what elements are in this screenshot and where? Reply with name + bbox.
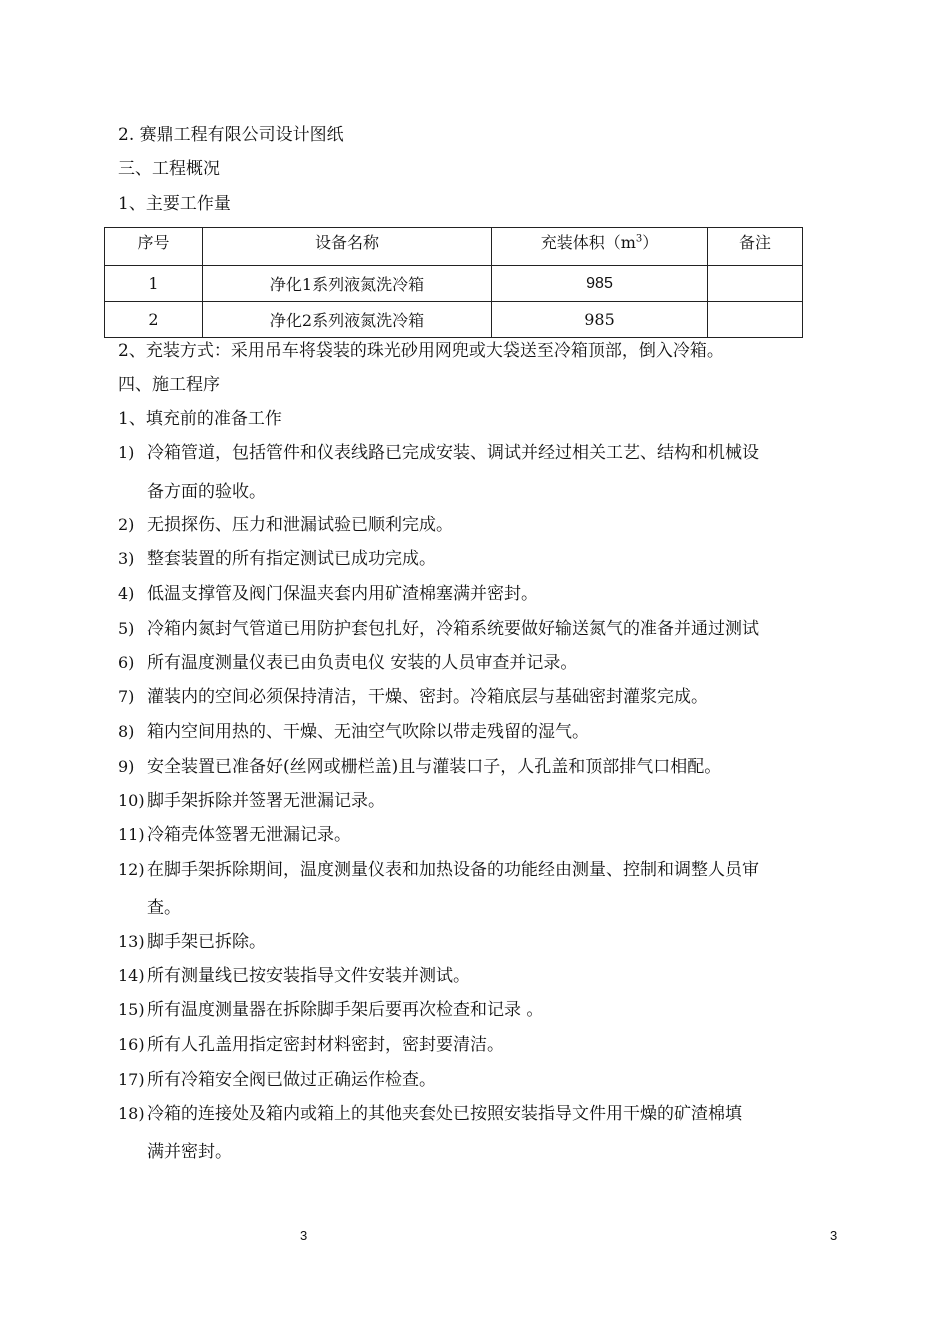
list-item-number: 18) [118, 1104, 145, 1123]
list-item-text: 在脚手架拆除期间，温度测量仪表和加热设备的功能经由测量、控制和调整人员审 [147, 860, 759, 880]
subheading-workload: 1、主要工作量 [118, 194, 231, 214]
list-item-text: 所有温度测量器在拆除脚手架后要再次检查和记录 。 [147, 1000, 544, 1020]
list-item-number: 15) [118, 1000, 145, 1019]
list-item-number: 4) [118, 584, 135, 603]
list-item-number: 5) [118, 619, 135, 638]
list-item-text: 冷箱的连接处及箱内或箱上的其他夹套处已按照安装指导文件用干燥的矿渣棉填 [147, 1104, 742, 1124]
workload-table [104, 227, 803, 338]
fill-method-text: 2、充装方式：采用吊车将袋装的珠光砂用网兜或大袋送至冷箱顶部，倒入冷箱。 [118, 341, 724, 361]
list-item-text: 灌装内的空间必须保持清洁，干燥、密封。冷箱底层与基础密封灌浆完成。 [147, 687, 708, 707]
list-item-text: 安全装置已准备好(丝网或栅栏盖)且与灌装口子，人孔盖和顶部排气口相配。 [147, 757, 722, 777]
cell-equipment: 净化2系列液氮洗冷箱 [203, 302, 492, 338]
cell-remarks [708, 302, 803, 338]
cell-index: 1 [105, 266, 203, 302]
list-item-number: 2) [118, 515, 135, 534]
table-row [105, 302, 803, 338]
list-item-text: 低温支撑管及阀门保温夹套内用矿渣棉塞满并密封。 [147, 584, 538, 604]
table-header-row [105, 228, 803, 266]
page-number-right: 3 [830, 1228, 838, 1243]
section-heading-procedure: 四、施工程序 [118, 375, 220, 395]
header-cell-index: 序号 [105, 228, 203, 266]
list-item-number: 11) [118, 825, 145, 844]
list-item-text: 脚手架已拆除。 [147, 932, 266, 952]
list-item-number: 9) [118, 757, 135, 776]
reference-line: 2. 赛鼎工程有限公司设计图纸 [118, 125, 344, 145]
list-item-text-continued: 满并密封。 [147, 1142, 232, 1162]
list-item-number: 6) [118, 653, 135, 672]
header-cell-equipment: 设备名称 [203, 228, 492, 266]
list-item-number: 14) [118, 966, 145, 985]
list-item-number: 3) [118, 549, 135, 568]
list-item-text: 所有人孔盖用指定密封材料密封，密封要清洁。 [147, 1035, 504, 1055]
list-item-number: 10) [118, 791, 145, 810]
header-cell-remarks: 备注 [708, 228, 803, 266]
cell-volume: 985 [492, 302, 708, 338]
page-number-center: 3 [300, 1228, 308, 1243]
list-item-number: 17) [118, 1070, 145, 1089]
list-item-text: 冷箱管道，包括管件和仪表线路已完成安装、调试并经过相关工艺、结构和机械设 [147, 443, 759, 463]
list-item-text: 整套装置的所有指定测试已成功完成。 [147, 549, 436, 569]
list-item-text-continued: 查。 [147, 898, 181, 918]
cell-volume: 985 [492, 266, 708, 302]
cell-index: 2 [105, 302, 203, 338]
table-row [105, 266, 803, 302]
list-item-number: 12) [118, 860, 145, 879]
list-item-text: 所有温度测量仪表已由负责电仪 安装的人员审查并记录。 [147, 653, 578, 673]
list-item-number: 13) [118, 932, 145, 951]
list-item-text: 脚手架拆除并签署无泄漏记录。 [147, 791, 385, 811]
section-heading-overview: 三、工程概况 [118, 159, 220, 179]
subheading-preparation: 1、填充前的准备工作 [118, 409, 282, 429]
list-item-text: 冷箱内氮封气管道已用防护套包扎好，冷箱系统要做好输送氮气的准备并通过测试 [147, 619, 759, 639]
list-item-number: 7) [118, 687, 135, 706]
list-item-text: 所有测量线已按安装指导文件安装并测试。 [147, 966, 470, 986]
cell-remarks [708, 266, 803, 302]
list-item-text: 无损探伤、压力和泄漏试验已顺利完成。 [147, 515, 453, 535]
header-cell-volume: 充装体积$(m^3)$ [492, 228, 708, 266]
list-item-text: 冷箱壳体签署无泄漏记录。 [147, 825, 351, 845]
list-item-text: 箱内空间用热的、干燥、无油空气吹除以带走残留的湿气。 [147, 722, 589, 742]
list-item-text: 所有冷箱安全阀已做过正确运作检查。 [147, 1070, 436, 1090]
list-item-number: 16) [118, 1035, 145, 1054]
cell-equipment: 净化1系列液氮洗冷箱 [203, 266, 492, 302]
list-item-text-continued: 备方面的验收。 [147, 482, 266, 502]
list-item-number: 8) [118, 722, 135, 741]
list-item-number: 1) [118, 443, 135, 462]
